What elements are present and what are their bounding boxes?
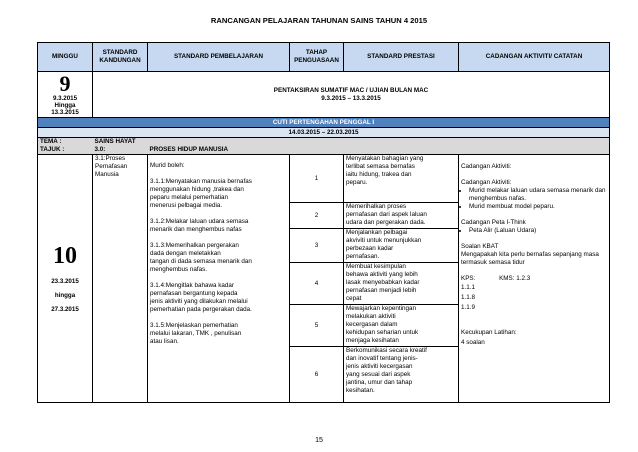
document-title: RANCANGAN PELAJARAN TAHUNAN SAINS TAHUN 4 2015	[210, 16, 428, 25]
aktiviti-item: • Murid membuat model peparu.	[469, 203, 607, 211]
prestasi-4	[344, 263, 459, 305]
lesson-plan-table	[37, 42, 610, 403]
prestasi-line: cepat	[346, 295, 362, 302]
tajuk-code: 3.0:	[93, 146, 148, 155]
prestasi-line: kecergasan dalam	[346, 321, 398, 328]
pembelajaran-314: pernafasan bergantung kepada	[150, 290, 238, 297]
tajuk-value: PROSES HIDUP MANUSIA	[148, 146, 610, 155]
prestasi-line: Membuat kesimpulan	[346, 263, 406, 270]
prestasi-5	[344, 305, 459, 347]
header-pembelajaran: STANDARD PEMBELAJARAN	[148, 43, 290, 72]
pembelajaran-315: atau lisan.	[150, 338, 179, 345]
week-9-cell	[38, 72, 93, 118]
prestasi-line: Memerihalkan proses	[346, 203, 407, 210]
prestasi-line: akviviti untuk menunjukkan	[346, 237, 422, 244]
week-10-number: 10	[53, 242, 77, 269]
cuti-dates: 14.03.2015 – 22.03.2015	[38, 128, 610, 138]
header-aktiviti: CADANGAN AKTIVITI/ CATATAN	[459, 43, 610, 72]
kandungan-cell	[93, 155, 148, 403]
week-10-start: 23.3.2015	[51, 277, 79, 285]
tp-4: 4	[290, 263, 344, 305]
prestasi-line: udara dan pergerakan dada.	[346, 219, 426, 226]
header-tahap: TAHAP PENGUASAAN	[290, 43, 344, 72]
prestasi-line: jenis aktiviti kecergasan	[346, 363, 413, 370]
kecukupan-label: Kecukupan Latihan:	[461, 329, 517, 336]
prestasi-6	[344, 347, 459, 403]
aktiviti-list	[461, 187, 607, 211]
kandungan-line: 3.1:Proses	[95, 155, 126, 162]
week-9-start: 9.3.2015	[52, 95, 78, 102]
cuti-date-row	[38, 128, 610, 138]
pembelajaran-cell	[148, 155, 290, 403]
prestasi-1	[344, 155, 459, 203]
ithink-item: • Peta Alir (Laluan Udara)	[469, 227, 607, 235]
pentaksiran-title: PENTAKSIRAN SUMATIF MAC / UJIAN BULAN MAC	[273, 86, 429, 94]
kps-item: 1.1.9	[461, 304, 476, 311]
tema-row	[38, 138, 610, 147]
kbat-text: Mengapakah kita perlu bernafas sepanjang masa termasuk semasa tidur	[461, 251, 599, 266]
prestasi-line: iaitu hidung, trakea dan	[346, 171, 412, 178]
tp-3: 3	[290, 229, 344, 263]
prestasi-line: peparu.	[346, 179, 368, 186]
aktiviti-heading: Cadangan Aktiviti:	[461, 179, 512, 186]
tajuk-row	[38, 146, 610, 155]
prestasi-line: menjaga kesihatan	[346, 337, 399, 344]
prestasi-line: behawa aktiviti yang lebih	[346, 271, 418, 278]
prestasi-line: kehidupan seharian untuk	[346, 329, 419, 336]
pembelajaran-311: 3.1.1:Menyatakan manusia bernafas	[150, 178, 252, 185]
header-kandungan: STANDARD KANDUNGAN	[93, 43, 148, 72]
cuti-label: CUTI PERTENGAHAN PENGGAL I	[38, 118, 610, 128]
week-10-hingga: hingga	[54, 291, 76, 299]
prestasi-line: pernafasan menjadi lebih	[346, 287, 417, 294]
header-row	[38, 43, 610, 72]
header-minggu: MINGGU	[38, 43, 93, 72]
kms-label: KMS: 1.2.3	[499, 275, 531, 282]
pembelajaran-intro: Murid boleh:	[150, 162, 185, 169]
tp-1: 1	[290, 155, 344, 203]
pembelajaran-313: tangan di dada semasa menarik dan	[150, 258, 252, 265]
tp-2: 2	[290, 203, 344, 229]
week-9-row	[38, 72, 610, 118]
week-9-hingga: Hingga	[54, 102, 76, 109]
cuti-row	[38, 118, 610, 128]
prestasi-line: perbezaan kadar	[346, 245, 394, 252]
kecukupan-value: 4 soalan	[461, 339, 485, 346]
prestasi-3	[344, 229, 459, 263]
pembelajaran-314: 3.1.4:Mengitlak bahawa kadar	[150, 282, 235, 289]
pembelajaran-312: 3.1.2:Melakar laluan udara semasa	[150, 218, 249, 225]
aktiviti-heading: Cadangan Aktiviti:	[461, 163, 512, 170]
pembelajaran-315: melalui lakaran, TMK , penulisan	[150, 330, 242, 337]
prestasi-line: jantina, umur dan tahap	[346, 379, 413, 386]
tema-label: TEMA :	[38, 138, 93, 147]
kps-kms-line	[461, 275, 607, 283]
pembelajaran-315: 3.1.5:Menjelaskan pemerhatian	[150, 322, 238, 329]
week-10-row	[38, 155, 610, 203]
week-9-number: 9	[59, 71, 71, 96]
prestasi-line: terlibat semasa bernafas	[346, 163, 415, 170]
pentaksiran-cell	[93, 72, 610, 118]
tema-value: SAINS HAYAT	[93, 138, 610, 147]
prestasi-2	[344, 203, 459, 229]
prestasi-line: pernafasan dari aspek laluan	[346, 211, 427, 218]
prestasi-line: lasak menyebabkan kadar	[346, 279, 420, 286]
tajuk-label: TAJUK :	[38, 146, 93, 155]
pembelajaran-311: menggunakan hidung ,trakea dan	[150, 186, 244, 193]
header-prestasi: STANDARD PRESTASI	[344, 43, 459, 72]
kps-item: 1.1.1	[461, 284, 476, 291]
week-9-end: 13.3.2015	[51, 109, 79, 116]
pembelajaran-311: menerusi pelbagai media.	[150, 202, 223, 209]
kps-label: KPS:	[461, 275, 476, 282]
prestasi-line: Berkomunikasi secara kreatif	[346, 347, 427, 354]
prestasi-line: kesihatan.	[346, 387, 375, 394]
pentaksiran-dates: 9.3.2015 – 13.3.2015	[321, 94, 381, 102]
prestasi-line: Menjalankan pelbagai	[346, 229, 408, 236]
pembelajaran-312: menarik dan menghembus nafas	[150, 226, 242, 233]
page-number: 15	[315, 437, 323, 444]
week-10-end: 27.3.2015	[51, 305, 79, 313]
prestasi-line: Menyatakan bahagian yang	[346, 155, 424, 162]
kandungan-line: Pernafasan	[95, 163, 128, 170]
pembelajaran-313: 3.1.3:Memerihalkan pergerakan	[150, 242, 239, 249]
week-10-cell	[38, 155, 93, 403]
ithink-list	[461, 227, 607, 235]
pembelajaran-314: jenis aktiviti yang dilakukan melalui	[150, 298, 248, 305]
aktiviti-cell	[459, 155, 610, 403]
prestasi-line: pernafasan.	[346, 253, 380, 260]
kandungan-line: Manusia	[95, 171, 119, 178]
prestasi-line: Mewajarkan kepentingan	[346, 305, 417, 312]
pembelajaran-313: menghembus nafas.	[150, 266, 208, 273]
tp-5: 5	[290, 305, 344, 347]
pembelajaran-313: dada dengan meletakkan	[150, 250, 221, 257]
tp-6: 6	[290, 347, 344, 403]
kbat-heading: Soalan KBAT	[461, 243, 499, 250]
prestasi-line: yang sesuai dari aspek	[346, 371, 411, 378]
kps-item: 1.1.8	[461, 294, 476, 301]
pembelajaran-311: peparu melalui pemerhatian	[150, 194, 229, 201]
ithink-heading: Cadangan Peta I-Think	[461, 219, 526, 226]
pembelajaran-314: pemerhatian pada pergerakan dada.	[150, 306, 252, 313]
prestasi-line: dan inovatif tentang jenis-	[346, 355, 418, 362]
aktiviti-item: • Murid melakar laluan udara semasa menarik dan menghembus nafas.	[469, 187, 607, 203]
prestasi-line: melakukan aktiviti	[346, 313, 396, 320]
